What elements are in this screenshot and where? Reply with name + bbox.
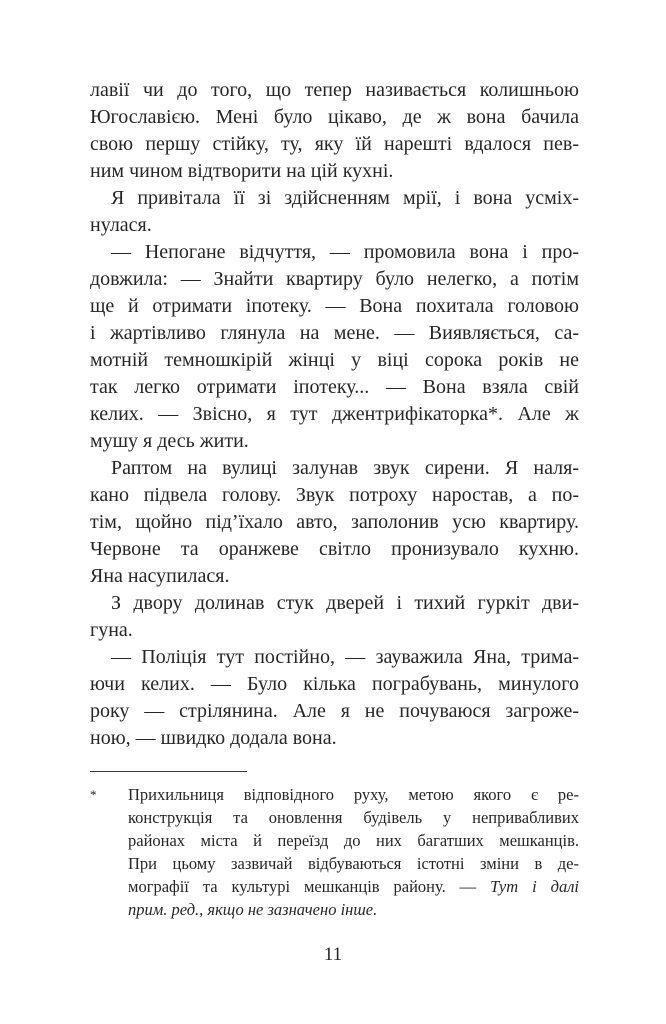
footnote-line bbox=[128, 783, 579, 806]
body-line: ще й отримати іпотеку. — Вона похитала головою bbox=[90, 295, 579, 317]
body-line: нулася. bbox=[90, 214, 152, 236]
body-line: кано підвела голову. Звук потроху наростав, а по- bbox=[90, 484, 579, 506]
body-line: ною, — швидко додала вона. bbox=[90, 727, 337, 749]
footnote-line bbox=[128, 898, 579, 921]
body-line: і жартівливо глянула на мене. — Виявляється, са- bbox=[90, 322, 579, 344]
footnote-text-segment: Тут і далі bbox=[490, 877, 579, 896]
footnote-text-segment: мографії та культурі мешканців району. — bbox=[128, 877, 491, 896]
footnote-rule bbox=[90, 771, 247, 772]
footnote bbox=[90, 771, 579, 921]
footnote-text-segment: конструкція та оновлення будівель у непривабливих bbox=[128, 808, 579, 827]
body-line: довжила: — Знайти квартиру було нелегко, а потім bbox=[90, 268, 579, 290]
body-line: року — стрілянина. Але я не почуваюся загроже- bbox=[90, 700, 579, 722]
footnote-text-segment: Прихильниця відповідного руху, метою якого є ре- bbox=[128, 785, 579, 804]
body-line: мушу я десь жити. bbox=[90, 430, 249, 452]
footnote-line bbox=[128, 829, 579, 852]
body-line: Я привітала її зі здійсненням мрії, і вона усміх- bbox=[111, 187, 579, 209]
body-line: мотній темношкірій жінці у віці сорока років не bbox=[90, 349, 579, 371]
body-line: — Непогане відчуття, — промовила вона і про- bbox=[111, 241, 579, 263]
body-line: Югославією. Мені було цікаво, де ж вона бачила bbox=[90, 106, 579, 128]
body-line: лавії чи до того, що тепер називається колишньою bbox=[90, 79, 579, 101]
body-line: так легко отримати іпотеку... — Вона взяла свій bbox=[90, 376, 579, 398]
footnote-line bbox=[128, 852, 579, 875]
footnote-text-segment: При цьому зазвичай відбуваються істотні зміни в де- bbox=[128, 854, 579, 873]
body-line: гуна. bbox=[90, 619, 133, 641]
page-number: 11 bbox=[323, 944, 343, 965]
footnote-line bbox=[128, 806, 579, 829]
body-line: З двору долинав стук дверей і тихий гуркіт дви- bbox=[111, 592, 579, 614]
body-line: тім, щойно під’їхало авто, заполонив усю квартиру. bbox=[90, 511, 579, 533]
footnote-marker: * bbox=[90, 787, 97, 802]
body-line: ючи келих. — Було кілька пограбувань, минулого bbox=[90, 673, 579, 695]
body-line: свою першу стійку, ту, яку їй нарешті вдалося пев- bbox=[90, 133, 579, 155]
footnote-line bbox=[128, 875, 579, 898]
body-line: ним чином відтворити на цій кухні. bbox=[90, 160, 394, 182]
body-line: — Поліція тут постійно, — зауважила Яна, трима- bbox=[111, 646, 579, 668]
body-line: Червоне та оранжеве світло пронизувало кухню. bbox=[90, 538, 579, 560]
footnote-body bbox=[90, 783, 579, 921]
body-line: келих. — Звісно, я тут джентрифікаторка*. Але ж bbox=[90, 403, 579, 425]
footnote-text-segment: районах міста й переїзд до них багатших мешканців. bbox=[128, 831, 579, 850]
body-line: Раптом на вулиці залунав звук сирени. Я наля- bbox=[111, 457, 579, 479]
body-line: Яна насупилася. bbox=[90, 565, 230, 587]
footnote-lines bbox=[128, 783, 579, 921]
footnote-text-segment: прим. ред., якщо не зазначено інше. bbox=[128, 900, 378, 919]
body-text bbox=[90, 77, 579, 752]
